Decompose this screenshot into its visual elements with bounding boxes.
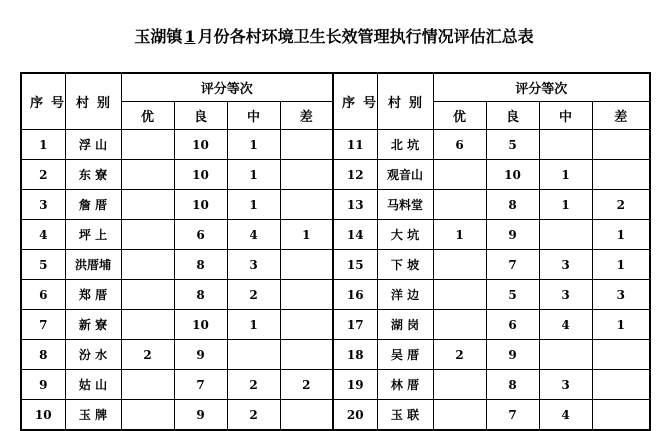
grade-zhong-left: 2: [227, 400, 280, 431]
grade-zhong-right: 1: [539, 160, 592, 190]
table-row: [21, 250, 650, 280]
grade-cha-left: 1: [280, 220, 333, 250]
grade-you-left: [121, 400, 174, 431]
grade-zhong-left: 1: [227, 190, 280, 220]
village-no-right: 19: [333, 370, 377, 400]
grade-liang-right: 6: [486, 310, 539, 340]
village-name-left: 汾 水: [65, 340, 121, 370]
village-name-right: 大 坑: [377, 220, 433, 250]
village-name-right: 湖 岗: [377, 310, 433, 340]
table-row: [21, 340, 650, 370]
village-no-left: 2: [21, 160, 65, 190]
village-no-left: 1: [21, 130, 65, 160]
grade-liang-left: 8: [174, 280, 227, 310]
village-no-right: 20: [333, 400, 377, 431]
header-grade-you: 优: [121, 102, 174, 130]
grade-cha-right: [592, 400, 650, 431]
grade-liang-right: 9: [486, 220, 539, 250]
header-grade-you-right: 优: [433, 102, 486, 130]
grade-liang-left: 9: [174, 400, 227, 431]
village-no-right: 14: [333, 220, 377, 250]
grade-cha-right: 1: [592, 220, 650, 250]
village-name-right: 北 坑: [377, 130, 433, 160]
village-name-right: 吴 厝: [377, 340, 433, 370]
grade-zhong-right: 1: [539, 190, 592, 220]
grade-cha-left: [280, 190, 333, 220]
grade-cha-right: 3: [592, 280, 650, 310]
grade-zhong-left: 1: [227, 310, 280, 340]
village-name-left: 浮 山: [65, 130, 121, 160]
grade-zhong-left: [227, 340, 280, 370]
grade-liang-left: 10: [174, 130, 227, 160]
header-grade-cha: 差: [280, 102, 333, 130]
grade-cha-right: 1: [592, 250, 650, 280]
table-row: [21, 370, 650, 400]
grade-liang-left: 10: [174, 160, 227, 190]
title-prefix: 玉湖镇: [134, 27, 183, 46]
grade-you-right: [433, 250, 486, 280]
grade-you-right: [433, 190, 486, 220]
grade-you-right: 1: [433, 220, 486, 250]
grade-cha-right: [592, 160, 650, 190]
village-name-left: 姑 山: [65, 370, 121, 400]
header-grade-liang: 良: [174, 102, 227, 130]
grade-zhong-left: 1: [227, 130, 280, 160]
grade-you-left: [121, 280, 174, 310]
header-village: 村别: [65, 73, 121, 130]
village-no-left: 10: [21, 400, 65, 431]
table-row: [21, 190, 650, 220]
grade-zhong-right: 3: [539, 280, 592, 310]
table-row: [21, 400, 650, 431]
village-no-left: 7: [21, 310, 65, 340]
grade-liang-right: 7: [486, 400, 539, 431]
village-name-right: 林 厝: [377, 370, 433, 400]
grade-liang-right: 8: [486, 370, 539, 400]
grade-liang-right: 7: [486, 250, 539, 280]
header-grade-liang-right: 良: [486, 102, 539, 130]
village-name-right: 马料堂: [377, 190, 433, 220]
grade-you-right: [433, 400, 486, 431]
grade-liang-right: 8: [486, 190, 539, 220]
grade-liang-right: 10: [486, 160, 539, 190]
table-row: [21, 130, 650, 160]
grade-zhong-right: 3: [539, 250, 592, 280]
header-rating-group: 评分等次: [121, 73, 333, 102]
village-no-right: 16: [333, 280, 377, 310]
village-no-right: 13: [333, 190, 377, 220]
village-no-right: 17: [333, 310, 377, 340]
grade-cha-left: [280, 160, 333, 190]
grade-cha-left: 2: [280, 370, 333, 400]
grade-zhong-right: [539, 340, 592, 370]
grade-you-left: [121, 370, 174, 400]
grade-zhong-left: 3: [227, 250, 280, 280]
grade-zhong-right: 4: [539, 310, 592, 340]
grade-liang-left: 8: [174, 250, 227, 280]
grade-you-right: 6: [433, 130, 486, 160]
grade-you-right: [433, 310, 486, 340]
header-grade-zhong: 中: [227, 102, 280, 130]
table-row: [21, 220, 650, 250]
grade-liang-left: 6: [174, 220, 227, 250]
village-no-left: 6: [21, 280, 65, 310]
village-no-right: 15: [333, 250, 377, 280]
grade-liang-right: 9: [486, 340, 539, 370]
grade-cha-left: [280, 280, 333, 310]
document-title: [0, 24, 668, 47]
table-row: [21, 310, 650, 340]
grade-you-left: [121, 220, 174, 250]
village-name-left: 詹 厝: [65, 190, 121, 220]
village-no-left: 3: [21, 190, 65, 220]
grade-liang-right: 5: [486, 280, 539, 310]
village-no-left: 8: [21, 340, 65, 370]
grade-cha-right: [592, 340, 650, 370]
grade-you-left: [121, 160, 174, 190]
grade-liang-right: 5: [486, 130, 539, 160]
header-grade-zhong-right: 中: [539, 102, 592, 130]
village-name-right: 玉 联: [377, 400, 433, 431]
grade-you-left: [121, 250, 174, 280]
village-name-right: 观音山: [377, 160, 433, 190]
village-no-left: 5: [21, 250, 65, 280]
table-row: [21, 280, 650, 310]
village-name-left: 东 寮: [65, 160, 121, 190]
grade-liang-left: 10: [174, 190, 227, 220]
grade-cha-left: [280, 130, 333, 160]
village-name-left: 郑 厝: [65, 280, 121, 310]
grade-cha-left: [280, 250, 333, 280]
village-name-right: 洋 边: [377, 280, 433, 310]
village-no-left: 4: [21, 220, 65, 250]
grade-zhong-left: 2: [227, 370, 280, 400]
grade-zhong-left: 1: [227, 160, 280, 190]
grade-you-right: [433, 370, 486, 400]
grade-you-left: 2: [121, 340, 174, 370]
grade-liang-left: 7: [174, 370, 227, 400]
grade-you-left: [121, 190, 174, 220]
header-village-right: 村别: [377, 73, 433, 130]
grade-cha-left: [280, 310, 333, 340]
evaluation-table: [20, 72, 651, 431]
village-name-left: 洪厝埔: [65, 250, 121, 280]
village-no-right: 11: [333, 130, 377, 160]
grade-cha-right: [592, 370, 650, 400]
grade-you-left: [121, 310, 174, 340]
village-no-right: 18: [333, 340, 377, 370]
grade-cha-right: 1: [592, 310, 650, 340]
header-no-right: 序号: [333, 73, 377, 130]
header-no: 序号: [21, 73, 65, 130]
village-no-right: 12: [333, 160, 377, 190]
grade-you-right: 2: [433, 340, 486, 370]
grade-you-right: [433, 280, 486, 310]
grade-zhong-right: [539, 220, 592, 250]
grade-zhong-right: [539, 130, 592, 160]
grade-you-right: [433, 160, 486, 190]
grade-zhong-left: 4: [227, 220, 280, 250]
title-suffix: 月份各村环境卫生长效管理执行情况评估汇总表: [197, 27, 534, 46]
village-name-left: 玉 牌: [65, 400, 121, 431]
grade-liang-left: 10: [174, 310, 227, 340]
grade-zhong-right: 4: [539, 400, 592, 431]
grade-cha-left: [280, 340, 333, 370]
header-rating-group-right: 评分等次: [433, 73, 650, 102]
grade-zhong-right: 3: [539, 370, 592, 400]
village-name-right: 下 坡: [377, 250, 433, 280]
header-row: [21, 73, 650, 102]
grade-liang-left: 9: [174, 340, 227, 370]
header-grade-cha-right: 差: [592, 102, 650, 130]
village-no-left: 9: [21, 370, 65, 400]
village-name-left: 新 寮: [65, 310, 121, 340]
grade-zhong-left: 2: [227, 280, 280, 310]
village-name-left: 坪 上: [65, 220, 121, 250]
grade-cha-right: [592, 130, 650, 160]
grade-you-left: [121, 130, 174, 160]
table-row: [21, 160, 650, 190]
grade-cha-left: [280, 400, 333, 431]
title-month: 1: [184, 27, 196, 46]
grade-cha-right: 2: [592, 190, 650, 220]
